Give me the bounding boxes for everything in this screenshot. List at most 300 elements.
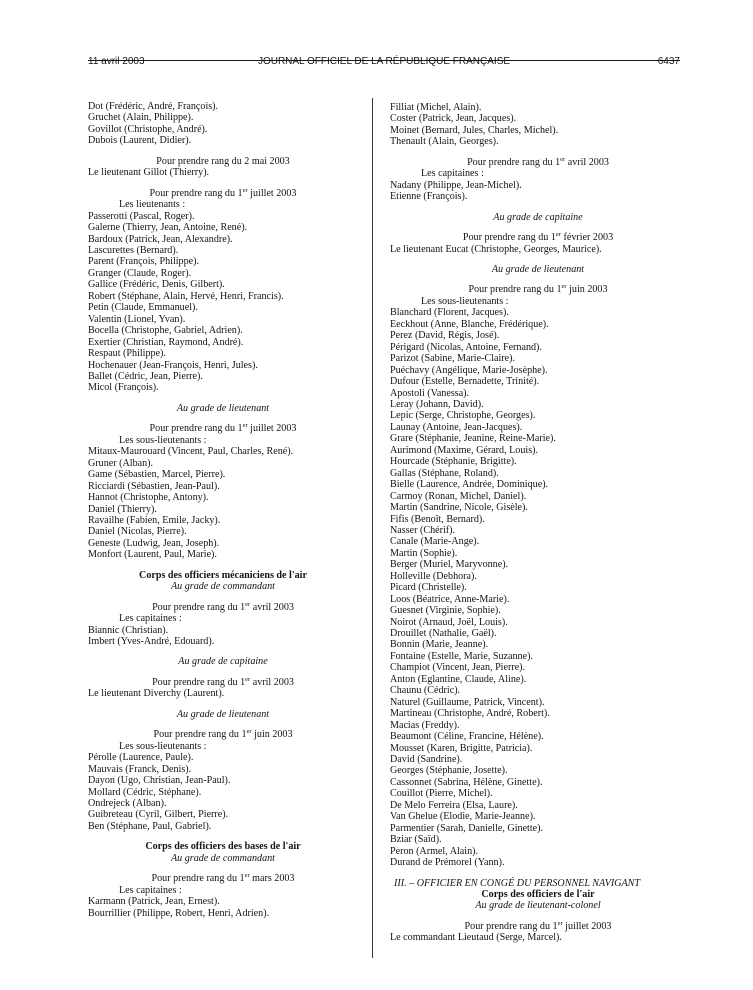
- rank-date-line: [88, 602, 358, 613]
- line-text: Apostoli (Vanessa).: [390, 387, 470, 399]
- line-text: Gallas (Stéphane, Roland).: [390, 467, 499, 479]
- spacer: [88, 832, 358, 841]
- line-text: Pour prendre rang du 1: [149, 423, 243, 435]
- name-entry: [88, 360, 358, 371]
- spacer: [88, 394, 358, 403]
- spacer: [390, 255, 686, 264]
- name-entry: [390, 410, 686, 421]
- name-entry: [88, 348, 358, 359]
- line-text: Anton (Eglantine, Claude, Aline).: [390, 673, 527, 685]
- name-entry: [390, 353, 686, 364]
- name-entry: [88, 124, 358, 135]
- spacer: [88, 561, 358, 570]
- line-text: Dayon (Ugo, Christian, Jean-Paul).: [88, 775, 231, 787]
- rank-date-line: [88, 677, 358, 688]
- name-entry: [390, 559, 686, 570]
- line-text: Granger (Claude, Roger).: [88, 267, 192, 279]
- line-text: Pour prendre rang du 1: [152, 676, 246, 688]
- spacer: [88, 720, 358, 729]
- name-entry: [390, 491, 686, 502]
- line-text: Parent (François, Philippe).: [88, 256, 200, 268]
- name-entry: [88, 481, 358, 492]
- group-label: [88, 885, 358, 896]
- grade-heading: [390, 212, 686, 223]
- name-entry: [390, 525, 686, 536]
- name-entry: [390, 932, 686, 943]
- name-entry: [390, 639, 686, 650]
- name-entry: [88, 538, 358, 549]
- name-entry: [88, 458, 358, 469]
- line-text: Pour prendre rang du 2 mai 2003: [156, 155, 290, 167]
- name-entry: [88, 222, 358, 233]
- line-text: Les sous-lieutenants :: [119, 434, 207, 446]
- line-text: Carmoy (Ronan, Michel, Daniel).: [390, 490, 527, 502]
- line-text: Bourrillier (Philippe, Robert, Henri, Adrien).: [88, 907, 270, 919]
- group-label: [390, 296, 686, 307]
- line-text: Launay (Antoine, Jean-Jacques).: [390, 421, 523, 433]
- ordinal-superscript: er: [246, 728, 252, 736]
- line-text-after: juillet 2003: [247, 423, 297, 435]
- line-text: Corps des officiers mécaniciens de l'air: [139, 569, 307, 581]
- name-entry: [390, 674, 686, 685]
- line-text: Mousset (Karen, Brigitte, Patricia).: [390, 742, 533, 754]
- name-entry: [88, 101, 358, 112]
- name-entry: [88, 821, 358, 832]
- name-entry: [390, 765, 686, 776]
- name-entry: [88, 688, 358, 699]
- line-text: Gruchet (Alain, Philippe).: [88, 112, 194, 124]
- line-text: Lepic (Serge, Christophe, Georges).: [390, 410, 536, 422]
- name-entry: [390, 365, 686, 376]
- corps-heading: [88, 841, 358, 852]
- name-entry: [390, 125, 686, 136]
- line-text: Le lieutenant Eucat (Christophe, Georges, Maurice).: [390, 243, 602, 255]
- line-text: Dufour (Estelle, Bernadette, Trinité).: [390, 376, 540, 388]
- line-text-after: mars 2003: [249, 873, 295, 885]
- name-entry: [88, 469, 358, 480]
- line-text: Périgard (Nicolas, Antoine, Fernand).: [390, 341, 542, 353]
- line-text: Les capitaines :: [421, 168, 484, 180]
- line-text: Macias (Freddy).: [390, 719, 460, 731]
- line-text-after: février 2003: [560, 232, 614, 244]
- line-text: Parizot (Sabine, Marie-Claire).: [390, 353, 516, 365]
- ordinal-superscript: er: [244, 872, 250, 880]
- spacer: [390, 912, 686, 921]
- rank-date-line: [390, 232, 686, 243]
- spacer: [88, 147, 358, 156]
- line-text: Loos (Béatrice, Anne-Marie).: [390, 593, 510, 605]
- line-text: Le lieutenant Diverchy (Laurent).: [88, 688, 225, 700]
- name-entry: [390, 846, 686, 857]
- name-entry: [390, 754, 686, 765]
- name-entry: [390, 731, 686, 742]
- line-text: Les capitaines :: [119, 884, 182, 896]
- name-entry: [88, 896, 358, 907]
- name-entry: [390, 617, 686, 628]
- spacer: [88, 668, 358, 677]
- name-entry: [88, 908, 358, 919]
- name-entry: [88, 112, 358, 123]
- name-entry: [88, 787, 358, 798]
- line-text: Pour prendre rang du 1: [462, 232, 556, 244]
- rank-date-line: [390, 921, 686, 932]
- header-date: 11 avril 2003: [88, 56, 145, 67]
- name-entry: [390, 514, 686, 525]
- line-text: Gruner (Alban).: [88, 457, 154, 469]
- name-entry: [390, 422, 686, 433]
- line-text: Cassonnet (Sabrina, Hélène, Ginette).: [390, 776, 543, 788]
- line-text: Thenault (Alain, Georges).: [390, 136, 499, 148]
- line-text: Game (Sébastien, Marcel, Pierre).: [88, 469, 226, 481]
- name-entry: [390, 307, 686, 318]
- line-text: Ravailhe (Fabien, Emile, Jacky).: [88, 514, 221, 526]
- header-title: JOURNAL OFFICIEL DE LA RÉPUBLIQUE FRANÇAISE: [257, 56, 511, 67]
- line-text: Aurimond (Maxime, Gérard, Louis).: [390, 444, 539, 456]
- name-entry: [390, 800, 686, 811]
- rank-date-line: [88, 188, 358, 199]
- line-text: Daniel (Nicolas, Pierre).: [88, 526, 187, 538]
- name-entry: [88, 302, 358, 313]
- line-text: Guesnet (Virginie, Sophie).: [390, 605, 501, 617]
- line-text: Valentin (Lionel, Yvan).: [88, 313, 186, 325]
- line-text: Hourcade (Stéphanie, Brigitte).: [390, 456, 517, 468]
- grade-heading: [88, 853, 358, 864]
- line-text: Bielle (Laurence, Andrée, Dominique).: [390, 479, 549, 491]
- name-entry: [390, 136, 686, 147]
- line-text: Filliat (Michel, Alain).: [390, 102, 482, 113]
- line-text: Chaunu (Cédric).: [390, 685, 461, 697]
- line-text: Nadany (Philippe, Jean-Michel).: [390, 179, 522, 191]
- name-entry: [88, 504, 358, 515]
- name-entry: [88, 526, 358, 537]
- spacer: [390, 223, 686, 232]
- line-text: Dubois (Laurent, Didier).: [88, 135, 192, 147]
- name-entry: [88, 775, 358, 786]
- rank-date-line: [390, 157, 686, 168]
- line-text: Au grade de capitaine: [178, 656, 268, 668]
- line-text: Lascurettes (Bernard).: [88, 244, 179, 256]
- line-text: Leray (Johann, David).: [390, 398, 484, 410]
- name-entry: [88, 256, 358, 267]
- line-text: Holleville (Debhora).: [390, 570, 477, 582]
- name-entry: [88, 245, 358, 256]
- name-entry: [88, 268, 358, 279]
- name-entry: [88, 809, 358, 820]
- name-entry: [88, 211, 358, 222]
- line-text: Eeckhout (Anne, Blanche, Frédérique).: [390, 318, 549, 330]
- ordinal-superscript: er: [557, 919, 563, 927]
- ordinal-superscript: er: [242, 186, 248, 194]
- line-text: Gallice (Frédéric, Denis, Gilbert).: [88, 279, 225, 291]
- line-text: Van Ghelue (Elodie, Marie-Jeanne).: [390, 811, 536, 823]
- name-entry: [88, 549, 358, 560]
- line-text: Nasser (Chérif).: [390, 524, 456, 536]
- name-entry: [390, 468, 686, 479]
- line-text: Fifis (Benoît, Bernard).: [390, 513, 485, 525]
- name-entry: [390, 582, 686, 593]
- line-text: Mollard (Cédric, Stéphane).: [88, 786, 202, 798]
- group-label: [88, 741, 358, 752]
- name-entry: [390, 743, 686, 754]
- header-page-number: 6437: [657, 56, 680, 67]
- line-text: Moinet (Bernard, Jules, Charles, Michel).: [390, 124, 559, 136]
- line-text: Exertier (Christian, Raymond, André).: [88, 336, 244, 348]
- line-text-after: juillet 2003: [247, 187, 297, 199]
- line-text: Martineau (Christophe, André, Robert).: [390, 708, 550, 720]
- line-text: Naturel (Guillaume, Patrick, Vincent).: [390, 696, 545, 708]
- line-text: Ricciardi (Sébastien, Jean-Paul).: [88, 480, 220, 492]
- rank-date-line: [88, 423, 358, 434]
- name-entry: [390, 102, 686, 113]
- line-text: Le commandant Lieutaud (Serge, Marcel).: [390, 932, 562, 944]
- grade-heading: [390, 264, 686, 275]
- line-text: Govillot (Christophe, André).: [88, 123, 208, 135]
- line-text: Fontaine (Estelle, Marie, Suzanne).: [390, 650, 533, 662]
- spacer: [88, 700, 358, 709]
- line-text: Au grade de lieutenant-colonel: [475, 900, 601, 912]
- line-text: Le lieutenant Gillot (Thierry).: [88, 167, 210, 179]
- name-entry: [390, 330, 686, 341]
- line-text: Petin (Claude, Emmanuel).: [88, 302, 198, 314]
- line-text: Monfort (Laurent, Paul, Marie).: [88, 549, 217, 561]
- line-text: Etienne (François).: [390, 191, 468, 203]
- line-text-after: juillet 2003: [562, 920, 612, 932]
- grade-heading: [88, 709, 358, 720]
- line-text: Dot (Frédéric, André, François).: [88, 101, 219, 112]
- name-entry: [390, 388, 686, 399]
- line-text-after: juin 2003: [566, 284, 608, 296]
- name-entry: [390, 834, 686, 845]
- name-entry: [390, 605, 686, 616]
- line-text: Martin (Sophie).: [390, 547, 458, 559]
- line-text: Pour prendre rang du 1: [151, 873, 245, 885]
- line-text: Galerne (Thierry, Jean, Antoine, René).: [88, 222, 248, 234]
- line-text: Biannic (Christian).: [88, 624, 169, 636]
- name-entry: [390, 685, 686, 696]
- line-text: Pour prendre rang du 1: [464, 920, 558, 932]
- name-entry: [88, 314, 358, 325]
- name-entry: [390, 445, 686, 456]
- name-entry: [88, 167, 358, 178]
- line-text: Les lieutenants :: [119, 199, 186, 211]
- spacer: [88, 647, 358, 656]
- name-entry: [390, 628, 686, 639]
- line-text: Durand de Prémorel (Yann).: [390, 857, 505, 869]
- line-text-after: avril 2003: [565, 156, 609, 168]
- name-entry: [390, 662, 686, 673]
- line-text: Au grade de lieutenant: [491, 263, 585, 275]
- group-label: [88, 435, 358, 446]
- name-entry: [390, 502, 686, 513]
- line-text: Bardoux (Patrick, Jean, Alexandre).: [88, 233, 233, 245]
- line-text: Pour prendre rang du 1: [152, 601, 246, 613]
- name-entry: [88, 291, 358, 302]
- line-text-after: juin 2003: [251, 729, 293, 741]
- line-text: Drouillet (Nathalie, Gaël).: [390, 628, 497, 640]
- line-text: Bziar (Saïd).: [390, 834, 442, 846]
- name-entry: [88, 515, 358, 526]
- left-column: [88, 101, 358, 919]
- line-text: Puéchavy (Angélique, Marie-Josèphe).: [390, 364, 548, 376]
- name-entry: [390, 399, 686, 410]
- name-entry: [88, 492, 358, 503]
- line-text: De Melo Ferreira (Elsa, Laure).: [390, 799, 518, 811]
- line-text: Blanchard (Florent, Jacques).: [390, 307, 509, 319]
- name-entry: [390, 811, 686, 822]
- grade-heading: [390, 900, 686, 911]
- line-text: Les sous-lieutenants :: [119, 740, 207, 752]
- line-text: Ben (Stéphane, Paul, Gabriel).: [88, 820, 212, 832]
- spacer: [88, 414, 358, 423]
- line-text: Geneste (Ludwig, Jean, Joseph).: [88, 537, 220, 549]
- name-entry: [390, 697, 686, 708]
- line-text: Pour prendre rang du 1: [149, 187, 243, 199]
- spacer: [390, 148, 686, 157]
- ordinal-superscript: er: [245, 600, 251, 608]
- line-text: Respaut (Philippe).: [88, 348, 166, 360]
- column-divider: [372, 98, 373, 958]
- spacer: [88, 864, 358, 873]
- line-text: Martin (Sandrine, Nicole, Gisèle).: [390, 502, 528, 514]
- name-entry: [88, 279, 358, 290]
- line-text: Les sous-lieutenants :: [421, 295, 509, 307]
- grade-heading: [88, 403, 358, 414]
- rank-date-line: [390, 284, 686, 295]
- name-entry: [390, 319, 686, 330]
- spacer: [88, 593, 358, 602]
- name-entry: [390, 708, 686, 719]
- grade-heading: [88, 656, 358, 667]
- name-entry: [390, 376, 686, 387]
- line-text: Mitaux-Maurouard (Vincent, Paul, Charles, René).: [88, 446, 294, 458]
- line-text: Bocella (Christophe, Gabriel, Adrien).: [88, 325, 243, 337]
- group-label: [88, 613, 358, 624]
- line-text: Imbert (Yves-André, Edouard).: [88, 636, 215, 648]
- name-entry: [390, 479, 686, 490]
- line-text: Au grade de lieutenant: [176, 708, 270, 720]
- name-entry: [390, 113, 686, 124]
- line-text: Picard (Christelle).: [390, 582, 467, 594]
- name-entry: [88, 798, 358, 809]
- name-entry: [390, 536, 686, 547]
- line-text: Perez (David, Régis, José).: [390, 330, 500, 342]
- line-text: Daniel (Thierry).: [88, 503, 157, 515]
- ordinal-superscript: er: [245, 675, 251, 683]
- name-entry: [88, 764, 358, 775]
- line-text: Au grade de commandant: [170, 852, 275, 864]
- line-text: Les capitaines :: [119, 613, 182, 625]
- name-entry: [88, 135, 358, 146]
- name-entry: [88, 625, 358, 636]
- line-text: Hannot (Christophe, Antony).: [88, 492, 209, 504]
- line-text: Au grade de lieutenant: [176, 402, 270, 414]
- name-entry: [390, 456, 686, 467]
- line-text: Passerotti (Pascal, Roger).: [88, 210, 195, 222]
- rank-date-line: [88, 156, 358, 167]
- name-entry: [390, 857, 686, 868]
- name-entry: [390, 191, 686, 202]
- corps-heading: [88, 570, 358, 581]
- name-entry: [88, 325, 358, 336]
- spacer: [390, 869, 686, 878]
- line-text: Georges (Stéphanie, Josette).: [390, 765, 508, 777]
- line-text: Corps des officiers de l'air: [481, 889, 595, 900]
- line-text: Karmann (Patrick, Jean, Ernest).: [88, 896, 220, 908]
- line-text: Berger (Muriel, Maryvonne).: [390, 559, 509, 571]
- name-entry: [88, 446, 358, 457]
- line-text: III. – OFFICIER EN CONGÉ DU PERSONNEL NAVIGANT: [394, 877, 641, 889]
- line-text: Pour prendre rang du 1: [468, 284, 562, 296]
- corps-heading: [390, 889, 686, 900]
- name-entry: [88, 337, 358, 348]
- name-entry: [88, 636, 358, 647]
- line-text: Corps des officiers des bases de l'air: [145, 841, 301, 853]
- name-entry: [390, 720, 686, 731]
- name-entry: [390, 433, 686, 444]
- name-entry: [390, 180, 686, 191]
- ordinal-superscript: er: [242, 422, 248, 430]
- group-label: [390, 168, 686, 179]
- name-entry: [88, 382, 358, 393]
- line-text: Au grade de commandant: [170, 581, 275, 593]
- name-entry: [390, 548, 686, 559]
- page-header: [88, 38, 680, 67]
- name-entry: [390, 342, 686, 353]
- line-text: Beaumont (Céline, Francine, Hélène).: [390, 731, 544, 743]
- line-text: Pour prendre rang du 1: [467, 156, 561, 168]
- line-text: Guibreteau (Cyril, Gilbert, Pierre).: [88, 809, 229, 821]
- line-text: Micol (François).: [88, 382, 159, 394]
- line-text: Peron (Armel, Alain).: [390, 845, 479, 857]
- line-text: Couillot (Pierre, Michel).: [390, 788, 493, 800]
- line-text-after: avril 2003: [250, 676, 294, 688]
- ordinal-superscript: er: [555, 231, 561, 239]
- line-text: Ballet (Cédric, Jean, Pierre).: [88, 370, 203, 382]
- spacer: [390, 203, 686, 212]
- line-text: Pour prendre rang du 1: [153, 729, 247, 741]
- line-text: Hochenauer (Jean-François, Henri, Jules).: [88, 359, 258, 371]
- line-text: Bonnin (Marie, Jeanne).: [390, 639, 489, 651]
- name-entry: [390, 571, 686, 582]
- line-text: Au grade de capitaine: [493, 211, 583, 223]
- ordinal-superscript: er: [561, 283, 567, 291]
- line-text: Coster (Patrick, Jean, Jacques).: [390, 113, 517, 125]
- name-entry: [390, 594, 686, 605]
- line-text: Ondrejeck (Alban).: [88, 798, 167, 810]
- line-text: Grare (Stéphanie, Jeanine, Reine-Marie).: [390, 433, 556, 445]
- name-entry: [88, 371, 358, 382]
- line-text: Canale (Marie-Ange).: [390, 536, 480, 548]
- line-text: Parmentier (Sarah, Danielle, Ginette).: [390, 822, 544, 834]
- line-text: Robert (Stéphane, Alain, Hervé, Henri, Francis).: [88, 290, 284, 302]
- grade-heading: [88, 581, 358, 592]
- rank-date-line: [88, 729, 358, 740]
- name-entry: [390, 651, 686, 662]
- name-entry: [88, 234, 358, 245]
- line-text: David (Sandrine).: [390, 754, 463, 766]
- spacer: [88, 179, 358, 188]
- name-entry: [390, 777, 686, 788]
- line-text: Pérolle (Laurence, Paule).: [88, 752, 194, 764]
- name-entry: [390, 244, 686, 255]
- line-text-after: avril 2003: [250, 601, 294, 613]
- line-text: Champiot (Vincent, Jean, Pierre).: [390, 662, 526, 674]
- name-entry: [390, 788, 686, 799]
- name-entry: [390, 823, 686, 834]
- line-text: Mauvais (Franck, Denis).: [88, 763, 192, 775]
- section-heading: [390, 878, 686, 889]
- right-column: [390, 102, 686, 944]
